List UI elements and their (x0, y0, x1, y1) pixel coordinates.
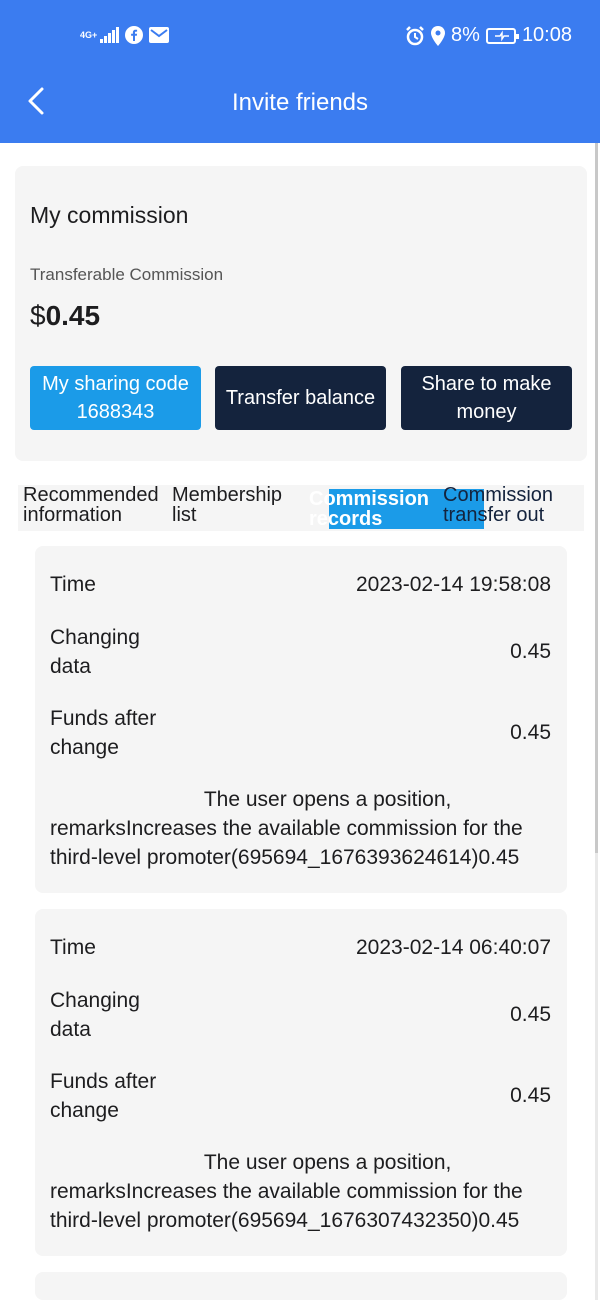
page-title: Invite friends (231, 89, 369, 116)
status-bar (0, 18, 600, 58)
clock: 10:08 (521, 24, 572, 46)
record-card (35, 909, 567, 1256)
time-value: 2023-02-14 19:58:08 (356, 573, 551, 596)
record-card (35, 546, 567, 893)
title-row (0, 75, 600, 131)
sharing-code-label: My sharing code (42, 373, 189, 395)
changing-data-label: Changing data (50, 626, 140, 678)
share-button-label: Share to make money (421, 373, 552, 423)
currency-symbol: $ (30, 300, 46, 331)
funds-after-change-label: Funds after change (50, 1070, 157, 1122)
sharing-code-value: 1688343 (76, 401, 155, 423)
network-type: 4G+ (80, 29, 98, 40)
share-button[interactable] (401, 366, 572, 430)
battery-percent: 8% (451, 24, 480, 46)
location-icon (431, 26, 445, 46)
alarm-icon (405, 26, 425, 46)
tab-membership-list[interactable]: Membership list (172, 484, 283, 526)
remarks-value: The user opens a position, Increases the available commission for the third-level promoter(695694_1676393624614)0.45 (50, 788, 523, 869)
signal-icon (100, 27, 119, 43)
tab-commission-records-label: Commission records (309, 488, 430, 530)
changing-data-label: Changing data (50, 989, 140, 1041)
funds-after-change-label: Funds after change (50, 707, 157, 759)
tab-commission-transfer-out[interactable]: Commission transfer out (443, 484, 554, 526)
scrollbar-thumb[interactable] (595, 143, 598, 853)
record-card-partial (35, 1272, 567, 1300)
remarks-value: The user opens a position, Increases the available commission for the third-level promoter(695694_1676307432350)0.45 (50, 1151, 523, 1232)
status-right (405, 24, 572, 47)
commission-amount (30, 300, 100, 332)
app-header (0, 0, 600, 143)
battery-icon (486, 28, 516, 44)
remarks-label: remarks (50, 817, 126, 840)
facebook-icon (125, 26, 143, 44)
tab-recommended-information[interactable]: Recommended information (23, 484, 159, 526)
remarks (50, 1148, 530, 1235)
mail-icon (149, 27, 169, 43)
transferable-commission-label: Transferable Commission (30, 265, 224, 284)
time-label: Time (50, 936, 96, 959)
sharing-code-button[interactable] (30, 366, 201, 430)
commission-card (15, 166, 587, 461)
changing-data-value: 0.45 (510, 640, 551, 663)
time-label: Time (50, 573, 96, 596)
transfer-balance-label: Transfer balance (225, 387, 376, 409)
funds-after-change-value: 0.45 (510, 1084, 551, 1107)
status-left (80, 26, 169, 44)
tab-bar (18, 485, 584, 531)
transfer-balance-button[interactable] (215, 366, 386, 430)
amount-value: 0.45 (45, 300, 101, 331)
remarks (50, 785, 530, 872)
commission-title: My commission (30, 202, 189, 228)
remarks-label: remarks (50, 1180, 126, 1203)
changing-data-value: 0.45 (510, 1003, 551, 1026)
time-value: 2023-02-14 06:40:07 (356, 936, 551, 959)
funds-after-change-value: 0.45 (510, 721, 551, 744)
